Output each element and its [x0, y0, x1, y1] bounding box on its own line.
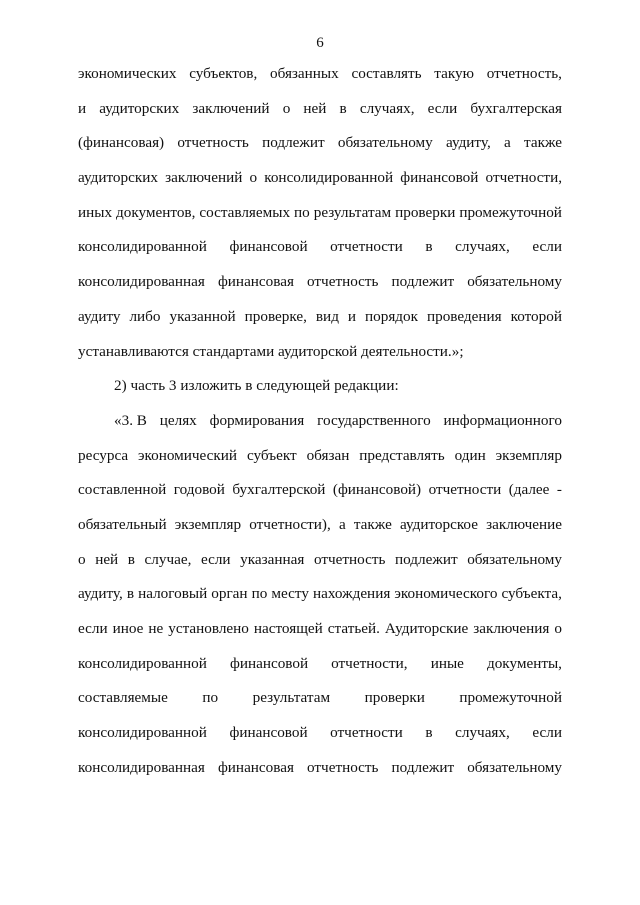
word: экземпляр: [495, 446, 562, 464]
word: обязан: [306, 446, 350, 464]
word: консолидированной: [264, 169, 394, 187]
word: аудиторских: [99, 99, 180, 117]
word: составляемые: [78, 689, 168, 707]
word: не: [148, 620, 164, 637]
word: субъект: [246, 446, 297, 464]
word: также: [353, 515, 392, 533]
word: промежуточной: [459, 203, 562, 221]
text-line: [78, 619, 562, 654]
word: финансовой: [229, 724, 308, 742]
word: финансовой: [229, 238, 308, 256]
word: документов,: [116, 203, 196, 221]
text-line: [78, 342, 562, 377]
word: финансовой: [400, 169, 479, 187]
word: аудиторское: [400, 515, 478, 533]
word: и: [78, 99, 87, 117]
word: «3. В: [114, 411, 147, 429]
word: годовой: [173, 481, 225, 499]
word: обязательному: [467, 273, 562, 291]
word: -: [556, 481, 562, 499]
word: результатам: [313, 203, 392, 221]
word: ресурса: [78, 446, 129, 464]
word: вид: [315, 307, 339, 325]
word: если: [532, 238, 562, 256]
page-number: 6: [316, 35, 324, 51]
word: ней: [95, 550, 119, 568]
word: по: [294, 203, 310, 221]
word: составлять: [351, 65, 422, 82]
word: подлежит: [262, 134, 325, 152]
word: отчетность: [307, 758, 379, 776]
word: в: [425, 724, 433, 742]
word: которой: [510, 307, 562, 325]
word: нахождения: [313, 585, 391, 603]
word: экономических: [78, 65, 177, 82]
body-text: [78, 64, 562, 792]
text-line: [78, 758, 562, 793]
word: обязательному: [337, 134, 433, 152]
text-line: [78, 133, 562, 168]
word: (финансовой): [332, 481, 422, 499]
text-line: [78, 168, 562, 203]
word: финансовая: [217, 758, 294, 776]
word: консолидированная: [78, 273, 205, 291]
word: подлежит: [391, 273, 455, 291]
word: консолидированной: [78, 238, 207, 256]
word: установлено: [168, 620, 249, 637]
word: проверки: [364, 689, 425, 707]
word: отчетности: [428, 481, 502, 499]
line-text: 2) часть 3 изложить в следующей редакции:: [114, 377, 399, 395]
word: налоговый: [138, 585, 208, 603]
word: субъектов,: [189, 65, 258, 82]
word: обязательный: [78, 515, 167, 533]
word: проведения: [426, 307, 502, 325]
word: заключений: [192, 99, 270, 117]
word: о: [554, 620, 562, 637]
word: бухгалтерская: [470, 99, 562, 117]
word: в: [127, 550, 135, 568]
word: промежуточной: [459, 689, 562, 707]
word: информационного: [443, 411, 562, 429]
word: порядок: [365, 307, 419, 325]
word: иное: [112, 620, 144, 637]
word: обязательному: [467, 758, 562, 776]
word: орган: [211, 585, 248, 603]
word: субъекта,: [501, 585, 562, 603]
word: в: [339, 99, 347, 117]
word: результатам: [252, 689, 331, 707]
text-line: [78, 307, 562, 342]
word: если: [78, 620, 108, 637]
word: также: [524, 134, 562, 152]
word: консолидированной: [78, 724, 207, 742]
word: финансовая: [217, 273, 294, 291]
word: отчетности,: [331, 654, 408, 672]
word: заключения: [473, 620, 550, 637]
word: либо: [129, 307, 161, 325]
word: (финансовая): [78, 134, 165, 152]
text-line: [78, 237, 562, 272]
word: подлежит: [391, 758, 455, 776]
word: один: [454, 446, 486, 464]
text-line: [78, 446, 562, 481]
word: а: [338, 515, 346, 533]
text-line: [78, 723, 562, 758]
text-line: [78, 550, 562, 585]
word: составленной: [78, 481, 167, 499]
word: заключение: [486, 515, 562, 533]
word: и: [347, 307, 357, 325]
word: представлять: [359, 446, 445, 464]
word: настоящей: [253, 620, 323, 637]
word: аудиторских: [78, 169, 158, 187]
word: Аудиторские: [384, 620, 469, 637]
word: консолидированная: [78, 758, 205, 776]
word: в: [425, 238, 433, 256]
word: а: [504, 134, 511, 152]
word: (далее: [508, 481, 550, 499]
word: государственного: [317, 411, 431, 429]
text-line: [78, 515, 562, 550]
word: составляемых: [199, 203, 291, 221]
word: отчетности,: [485, 169, 562, 187]
text-line: [78, 272, 562, 307]
word: обязательному: [467, 550, 562, 568]
word: случаях,: [455, 724, 510, 742]
text-line: [78, 203, 562, 238]
word: отчетность: [307, 273, 379, 291]
word: консолидированной: [78, 654, 207, 672]
word: отчетности: [330, 238, 403, 256]
word: о: [249, 169, 258, 187]
word: статьей.: [327, 620, 380, 637]
word: случаях,: [359, 99, 415, 117]
word: обязанных: [270, 65, 339, 82]
word: аудиту,: [445, 134, 491, 152]
text-line: [78, 480, 562, 515]
word: аудиту,: [78, 585, 123, 603]
word: финансовой: [229, 654, 309, 672]
text-line: [78, 376, 562, 411]
word: такую: [434, 65, 474, 82]
word: месту: [271, 585, 309, 603]
word: иных: [78, 203, 113, 221]
word: ней: [303, 99, 327, 117]
word: если: [427, 99, 458, 117]
text-line: [78, 411, 562, 446]
word: указанная: [240, 550, 305, 568]
word: подлежит: [395, 550, 458, 568]
text-line: [78, 584, 562, 619]
word: формирования: [209, 411, 305, 429]
word: о: [282, 99, 291, 117]
word: проверке,: [244, 307, 307, 325]
word: аудиту: [78, 307, 121, 325]
word: о: [78, 550, 86, 568]
word: целях: [159, 411, 197, 429]
word: отчетности: [330, 724, 403, 742]
word: отчетности),: [249, 515, 331, 533]
word: иные: [430, 654, 464, 672]
line-text: устанавливаются стандартами аудиторской деятельности.»;: [78, 342, 464, 360]
word: экземпляр: [174, 515, 242, 533]
text-line: [78, 688, 562, 723]
text-line: [78, 654, 562, 689]
word: заключений: [165, 169, 243, 187]
word: отчетность,: [486, 65, 562, 82]
word: по: [251, 585, 268, 603]
word: отчетность: [177, 134, 249, 152]
text-line: [78, 99, 562, 134]
word: в: [126, 585, 135, 603]
word: проверки: [395, 203, 456, 221]
word: бухгалтерской: [232, 481, 326, 499]
word: документы,: [486, 654, 562, 672]
word: экономического: [394, 585, 498, 603]
word: отчетность: [313, 550, 386, 568]
word: случаях,: [455, 238, 510, 256]
word: случае,: [144, 550, 192, 568]
word: по: [202, 689, 219, 707]
word: если: [200, 550, 231, 568]
word: если: [532, 724, 562, 742]
text-line: [78, 64, 562, 99]
word: экономический: [138, 446, 238, 464]
word: указанной: [169, 307, 236, 325]
